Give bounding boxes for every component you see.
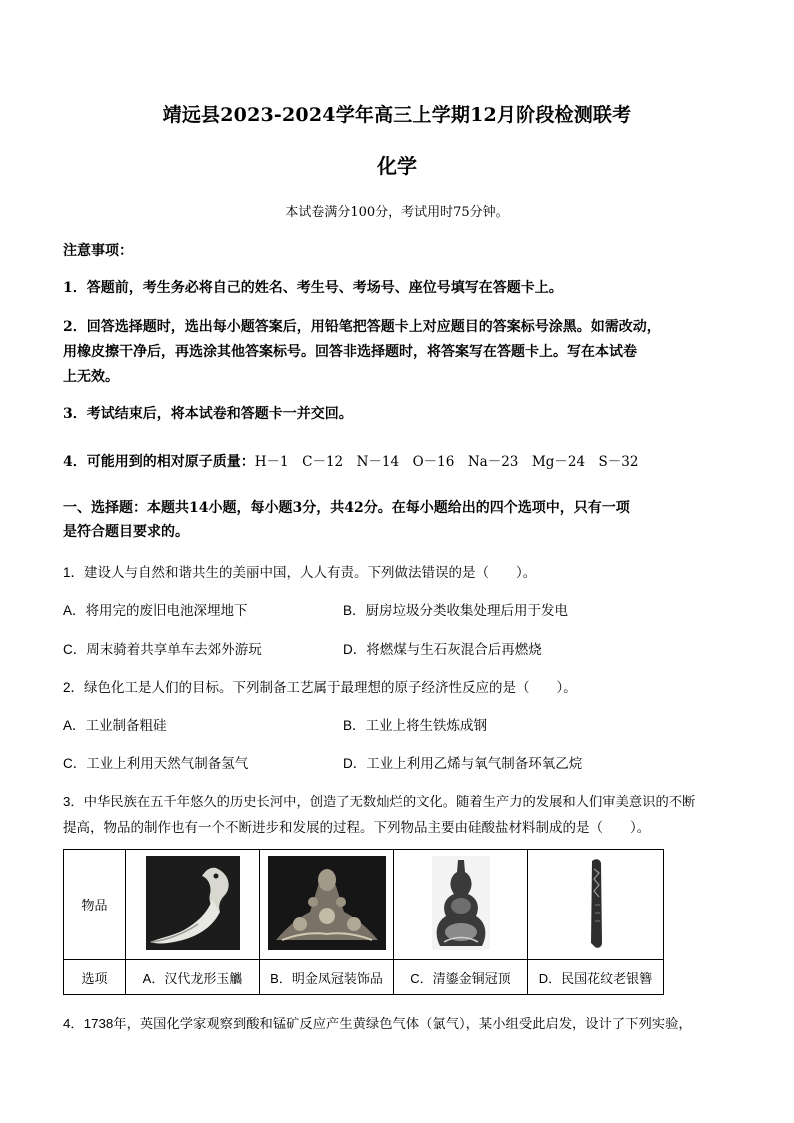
gold-phoenix-crown-image	[268, 856, 386, 950]
exam-title: 靖远县2023-2024学年高三上学期12月阶段检测联考	[162, 104, 632, 126]
q2-option-d: D．工业上利用乙烯与氧气制备环氧乙烷	[343, 756, 583, 771]
q1-option-c: C．周末骑着共享单车去郊外游玩	[63, 642, 262, 657]
q3-option-c: C．清鎏金铜冠顶	[394, 960, 528, 995]
section-1-line-1: 一、选择题：本题共14小题，每小题3分，共42分。在每小题给出的四个选项中，只有一项	[63, 500, 630, 516]
q4-stem: 4．1738年，英国化学家观察到酸和锰矿反应产生黄绿色气体（氯气），某小组受此启发，设计了下列实验，	[63, 1016, 692, 1031]
note-4	[63, 450, 638, 471]
note-3: 3．考试结束后，将本试卷和答题卡一并交回。	[63, 406, 353, 422]
notes-heading: 注意事项：	[63, 243, 133, 259]
q1-option-a: A．将用完的废旧电池深埋地下	[63, 603, 248, 618]
note-4-prefix: 4．可能用到的相对原子质量：	[63, 454, 255, 470]
q3-items-table	[63, 849, 664, 995]
note-2-line-2: 用橡皮擦干净后，再选涂其他答案标号。回答非选择题时，将答案写在答题卡上。写在本试卷	[63, 344, 637, 360]
q1-stem: 1．建设人与自然和谐共生的美丽中国，人人有责。下列做法错误的是（ ）。	[63, 565, 537, 580]
q3-option-a: A．汉代龙形玉觿	[126, 960, 260, 995]
q3-option-label: 选项	[64, 960, 126, 995]
q3-image-cell-d	[528, 850, 664, 960]
note-2-line-1: 2．回答选择题时，选出每小题答案后，用铅笔把答题卡上对应题目的答案标号涂黑。如需改动，	[63, 319, 661, 335]
q1-option-b: B．厨房垃圾分类收集处理后用于发电	[343, 603, 569, 618]
q2-option-c: C．工业上利用天然气制备氢气	[63, 756, 249, 771]
q3-stem-line-2: 提高，物品的制作也有一个不断进步和发展的过程。下列物品主要由硅酸盐材料制成的是（ ）。	[63, 820, 651, 835]
section-1-line-2: 是符合题目要求的。	[63, 524, 189, 540]
atomic-masses: H－1 C－12 N－14 O－16 Na－23 Mg－24 S－32	[254, 454, 639, 470]
q3-image-cell-b	[260, 850, 394, 960]
q2-stem: 2．绿色化工是人们的目标。下列制备工艺属于最理想的原子经济性反应的是（ ）。	[63, 680, 577, 695]
q3-item-label: 物品	[64, 850, 126, 960]
jade-dragon-pendant-image	[146, 856, 240, 950]
silver-hairpin-image	[581, 855, 611, 951]
q1-option-d: D．将燃煤与生石灰混合后再燃烧	[343, 642, 542, 657]
q3-option-d: D．民国花纹老银簪	[528, 960, 664, 995]
q3-image-row	[64, 850, 664, 960]
q3-stem-line-1: 3．中华民族在五千年悠久的历史长河中，创造了无数灿烂的文化。随着生产力的发展和人们审美意识的不断	[63, 794, 696, 809]
gilt-bronze-crown-top-image	[432, 856, 490, 950]
q2-option-a: A．工业制备粗硅	[63, 718, 167, 733]
q3-option-b: B．明金凤冠装饰品	[260, 960, 394, 995]
subject-title: 化学	[377, 154, 417, 178]
q3-option-row	[64, 960, 664, 995]
exam-info: 本试卷满分100分，考试用时75分钟。	[285, 205, 509, 220]
note-1: 1．答题前，考生务必将自己的姓名、考生号、考场号、座位号填写在答题卡上。	[63, 280, 563, 296]
note-2-line-3: 上无效。	[63, 369, 119, 385]
q3-image-cell-c	[394, 850, 528, 960]
q2-option-b: B．工业上将生铁炼成钢	[343, 718, 488, 733]
q3-image-cell-a	[126, 850, 260, 960]
